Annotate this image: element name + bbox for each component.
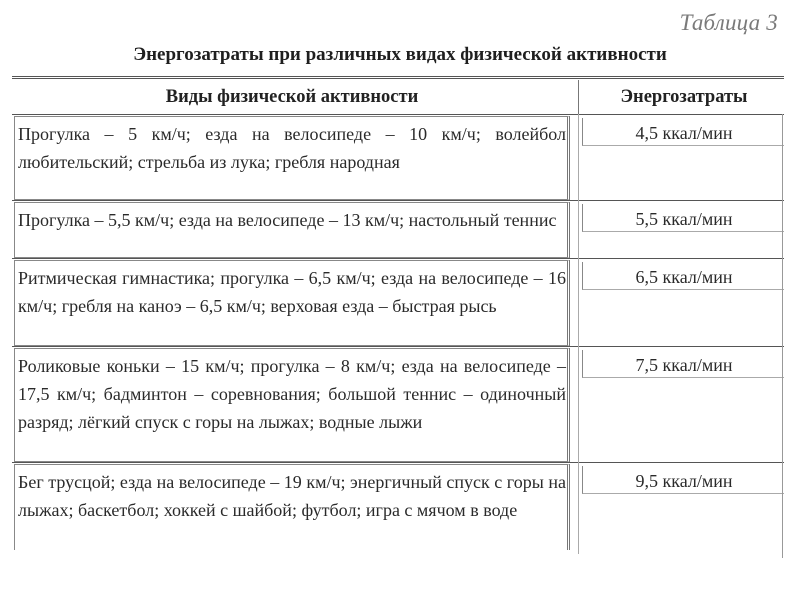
energy-cell: 6,5 ккал/мин	[635, 267, 733, 287]
table-right-edge	[782, 114, 783, 558]
table-row	[12, 200, 784, 258]
column-header-energy: Энергозатраты	[620, 87, 748, 107]
energy-cell: 4,5 ккал/мин	[635, 123, 733, 143]
activity-cell: Роликовые коньки – 15 км/ч; прогулка – 8 км/ч; езда на велосипеде – 17,5 км/ч; бадминтон – соревнования; большой теннис – одиночный разряд; лёгкий спуск с горы на лыжах; водные лыжи	[18, 356, 566, 432]
energy-cell: 7,5 ккал/мин	[635, 355, 733, 375]
activity-cell: Прогулка – 5 км/ч; езда на велосипеде – 10 км/ч; волейбол любительский; стрельба из лука; гребля народная	[18, 124, 566, 172]
table-row	[12, 346, 784, 462]
energy-cell: 5,5 ккал/мин	[635, 209, 733, 229]
header-column-divider	[578, 80, 579, 114]
body-column-divider	[578, 114, 579, 554]
energy-table	[12, 76, 784, 554]
activity-cell: Прогулка – 5,5 км/ч; езда на велосипеде – 13 км/ч; настольный теннис	[18, 210, 557, 230]
energy-cell: 9,5 ккал/мин	[635, 471, 733, 491]
activity-cell: Бег трусцой; езда на велосипеде – 19 км/ч; энергичный спуск с горы на лыжах; баскетбол; хоккей с шайбой; футбол; игра с мячом в воде	[18, 472, 566, 520]
activity-cell: Ритмическая гимнастика; прогулка – 6,5 км/ч; езда на велосипеде – 16 км/ч; гребля на каноэ – 6,5 км/ч; верховая езда – быстрая рысь	[18, 268, 566, 316]
table-top-rule	[12, 76, 784, 79]
table-row	[12, 462, 784, 550]
table-title: Энергозатраты при различных видах физической активности	[133, 44, 667, 65]
table-row	[12, 258, 784, 346]
table-number-label: Таблица 3	[679, 10, 778, 35]
column-header-activity: Виды физической активности	[165, 87, 419, 107]
table-row	[12, 114, 784, 200]
